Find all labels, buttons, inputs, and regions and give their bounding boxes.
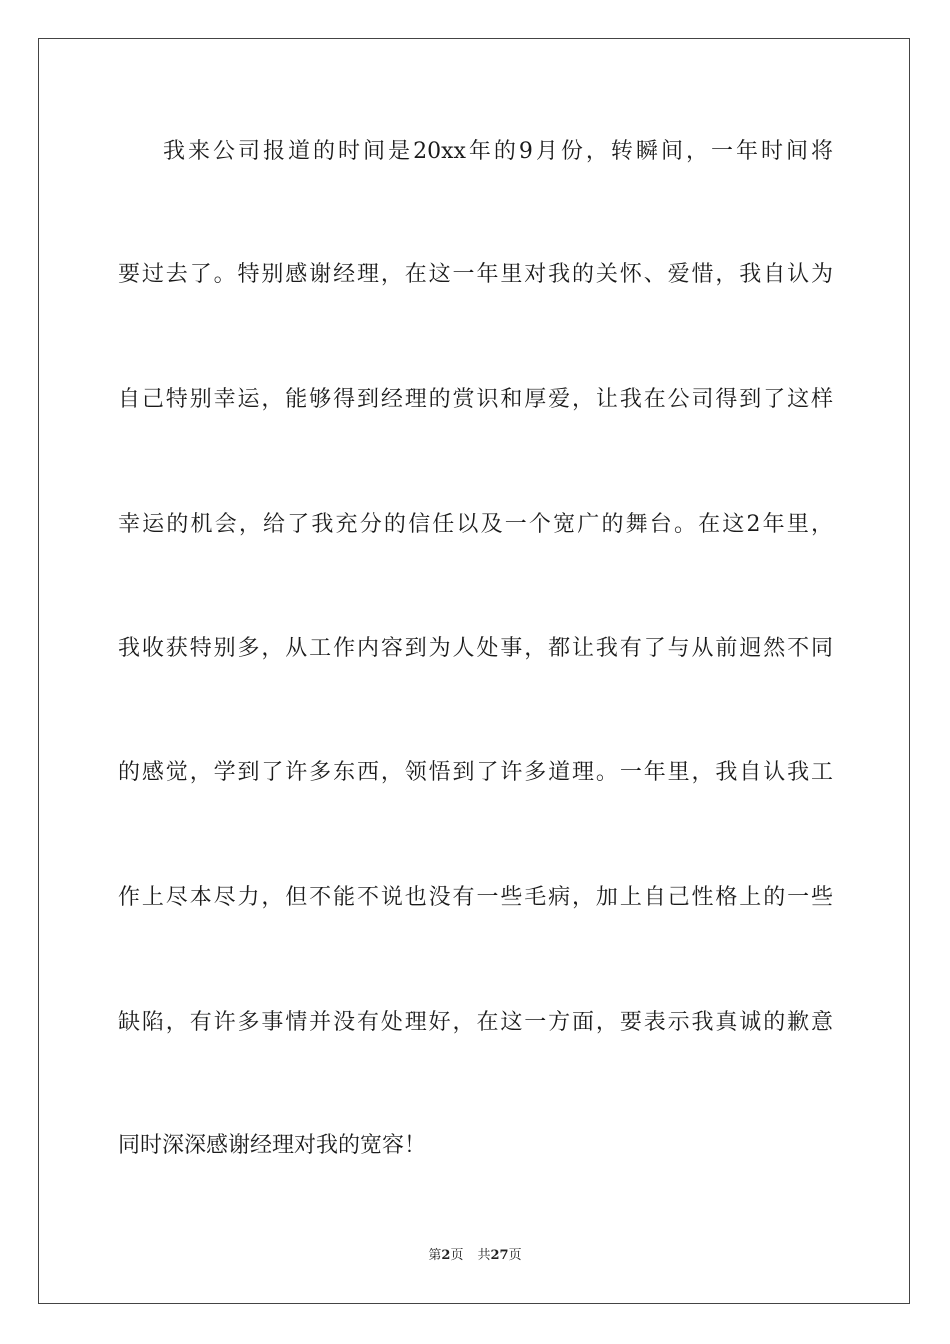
page-border bbox=[38, 38, 910, 1304]
page-suffix: 页 bbox=[450, 1248, 464, 1263]
paragraph-line-6: 的感觉，学到了许多东西，领悟到了许多道理。一年里，我自认我工 bbox=[118, 760, 833, 785]
paragraph-line-8: 缺陷，有许多事情并没有处理好，在这一方面，要表示我真诚的歉意 bbox=[118, 1010, 833, 1035]
paragraph-line-2: 要过去了。特别感谢经理，在这一年里对我的关怀、爱惜，我自认为 bbox=[118, 262, 833, 287]
paragraph-line-7: 作上尽本尽力，但不能不说也没有一些毛病，加上自己性格上的一些 bbox=[118, 885, 833, 910]
paragraph-line-5: 我收获特别多，从工作内容到为人处事，都让我有了与从前迥然不同 bbox=[118, 636, 833, 661]
paragraph-line-3: 自己特别幸运，能够得到经理的赏识和厚爱，让我在公司得到了这样 bbox=[118, 387, 833, 412]
page-footer bbox=[0, 1248, 950, 1264]
paragraph-line-4: 幸运的机会，给了我充分的信任以及一个宽广的舞台。在这2年里， bbox=[118, 512, 833, 537]
total-pages: 27 bbox=[490, 1248, 509, 1263]
total-suffix: 页 bbox=[508, 1248, 522, 1263]
total-prefix: 共 bbox=[477, 1248, 491, 1263]
page-prefix: 第 bbox=[428, 1248, 442, 1263]
paragraph-line-9: 同时深深感谢经理对我的宽容！ bbox=[118, 1133, 427, 1158]
page-number: 2 bbox=[441, 1248, 451, 1263]
paragraph-line-1: 我来公司报道的时间是20xx年的9月份，转瞬间，一年时间将 bbox=[163, 139, 833, 164]
